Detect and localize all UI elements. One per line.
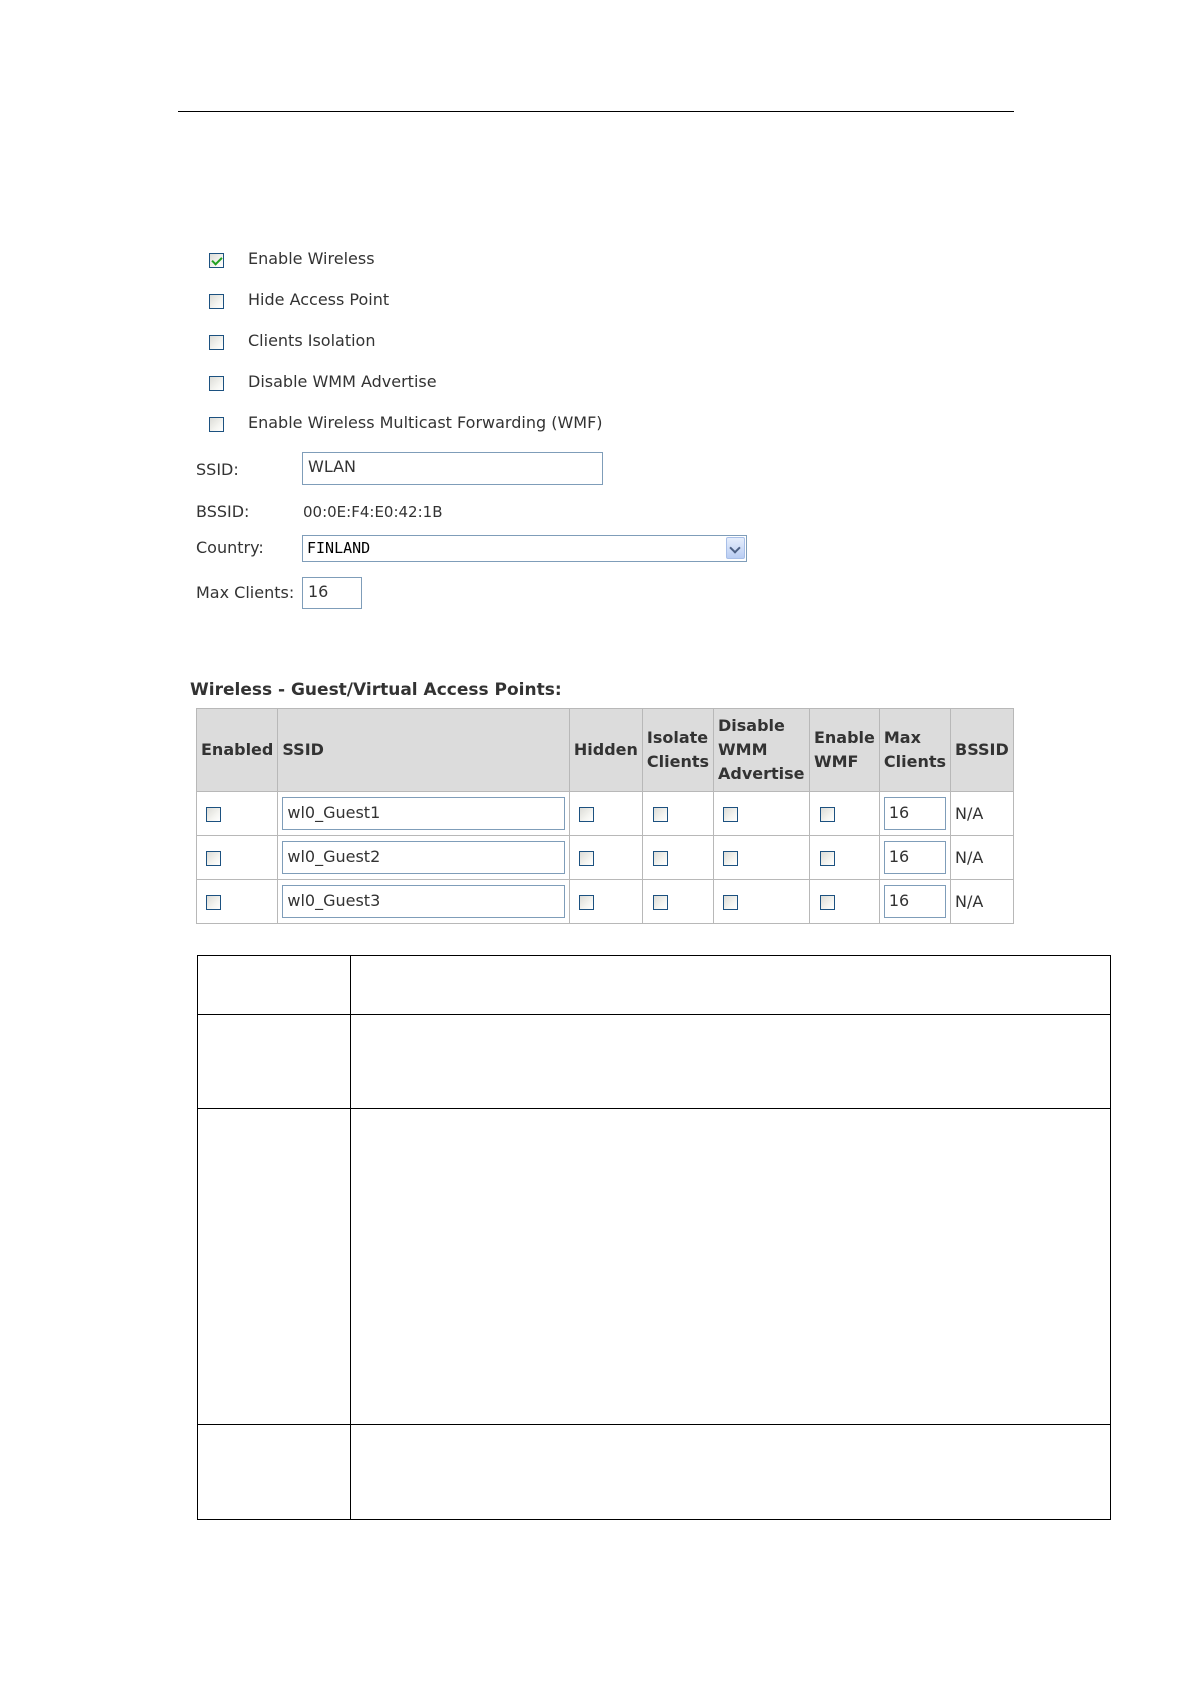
description-row	[198, 1425, 1111, 1520]
header-max-clients: Max Clients	[879, 709, 950, 792]
guest-table-header	[197, 709, 1014, 792]
guest-section-title: Wireless - Guest/Virtual Access Points:	[190, 680, 562, 700]
header-hidden: Hidden	[569, 709, 642, 792]
enable-wmf-label: Enable Wireless Multicast Forwarding (WMF)	[248, 413, 603, 432]
bssid-value: 00:0E:F4:E0:42:1B	[303, 503, 443, 521]
guest-isolate-checkbox[interactable]	[653, 851, 668, 866]
guest-isolate-checkbox[interactable]	[653, 895, 668, 910]
disable-wmm-advertise-label: Disable WMM Advertise	[248, 372, 437, 391]
guest-enabled-checkbox[interactable]	[206, 807, 221, 822]
guest-wmm-checkbox[interactable]	[723, 851, 738, 866]
guest-max-clients-input[interactable]: 16	[884, 797, 946, 830]
description-value-cell	[351, 1425, 1111, 1520]
country-select-value: FINLAND	[307, 539, 371, 557]
guest-bssid-value: N/A	[955, 892, 984, 911]
ssid-label: SSID:	[196, 460, 239, 479]
chevron-down-icon[interactable]	[726, 537, 745, 559]
enable-wireless-label: Enable Wireless	[248, 249, 375, 268]
country-select[interactable]	[302, 535, 747, 562]
description-row	[198, 1015, 1111, 1109]
disable-wmm-advertise-checkbox[interactable]	[209, 376, 224, 391]
header-bssid: BSSID	[951, 709, 1014, 792]
guest-hidden-checkbox[interactable]	[579, 895, 594, 910]
guest-ap-table	[196, 708, 1014, 924]
enable-wireless-checkbox[interactable]	[209, 253, 224, 268]
description-row	[198, 1109, 1111, 1425]
enable-wmf-checkbox[interactable]	[209, 417, 224, 432]
description-key-cell	[198, 1425, 351, 1520]
description-value-cell	[351, 1015, 1111, 1109]
guest-hidden-checkbox[interactable]	[579, 851, 594, 866]
header-rule	[178, 111, 1014, 112]
guest-ssid-input[interactable]: wl0_Guest2	[282, 841, 565, 874]
guest-ssid-input[interactable]: wl0_Guest3	[282, 885, 565, 918]
header-enable-wmf: Enable WMF	[809, 709, 879, 792]
table-row	[197, 792, 1014, 836]
guest-wmf-checkbox[interactable]	[820, 895, 835, 910]
guest-wmf-checkbox[interactable]	[820, 851, 835, 866]
description-key-cell	[198, 1015, 351, 1109]
guest-hidden-checkbox[interactable]	[579, 807, 594, 822]
description-key-cell	[198, 956, 351, 1015]
description-key-cell	[198, 1109, 351, 1425]
description-row	[198, 956, 1111, 1015]
header-ssid: SSID	[278, 709, 570, 792]
guest-wmm-checkbox[interactable]	[723, 895, 738, 910]
guest-isolate-checkbox[interactable]	[653, 807, 668, 822]
country-label: Country:	[196, 538, 264, 557]
max-clients-input[interactable]: 16	[302, 577, 362, 609]
guest-ssid-input[interactable]: wl0_Guest1	[282, 797, 565, 830]
guest-wmf-checkbox[interactable]	[820, 807, 835, 822]
guest-bssid-value: N/A	[955, 804, 984, 823]
header-isolate-clients: Isolate Clients	[642, 709, 713, 792]
hide-access-point-label: Hide Access Point	[248, 290, 390, 309]
clients-isolation-checkbox[interactable]	[209, 335, 224, 350]
description-value-cell	[351, 956, 1111, 1015]
guest-bssid-value: N/A	[955, 848, 984, 867]
guest-wmm-checkbox[interactable]	[723, 807, 738, 822]
guest-enabled-checkbox[interactable]	[206, 851, 221, 866]
header-disable-wmm: Disable WMM Advertise	[714, 709, 810, 792]
table-row	[197, 836, 1014, 880]
description-table	[197, 955, 1111, 1520]
hide-access-point-checkbox[interactable]	[209, 294, 224, 309]
bssid-label: BSSID:	[196, 502, 250, 521]
guest-max-clients-input[interactable]: 16	[884, 841, 946, 874]
header-enabled: Enabled	[197, 709, 278, 792]
ssid-input[interactable]: WLAN	[302, 452, 603, 485]
guest-enabled-checkbox[interactable]	[206, 895, 221, 910]
description-value-cell	[351, 1109, 1111, 1425]
clients-isolation-label: Clients Isolation	[248, 331, 376, 350]
max-clients-label: Max Clients:	[196, 583, 295, 602]
guest-max-clients-input[interactable]: 16	[884, 885, 946, 918]
table-row	[197, 880, 1014, 924]
